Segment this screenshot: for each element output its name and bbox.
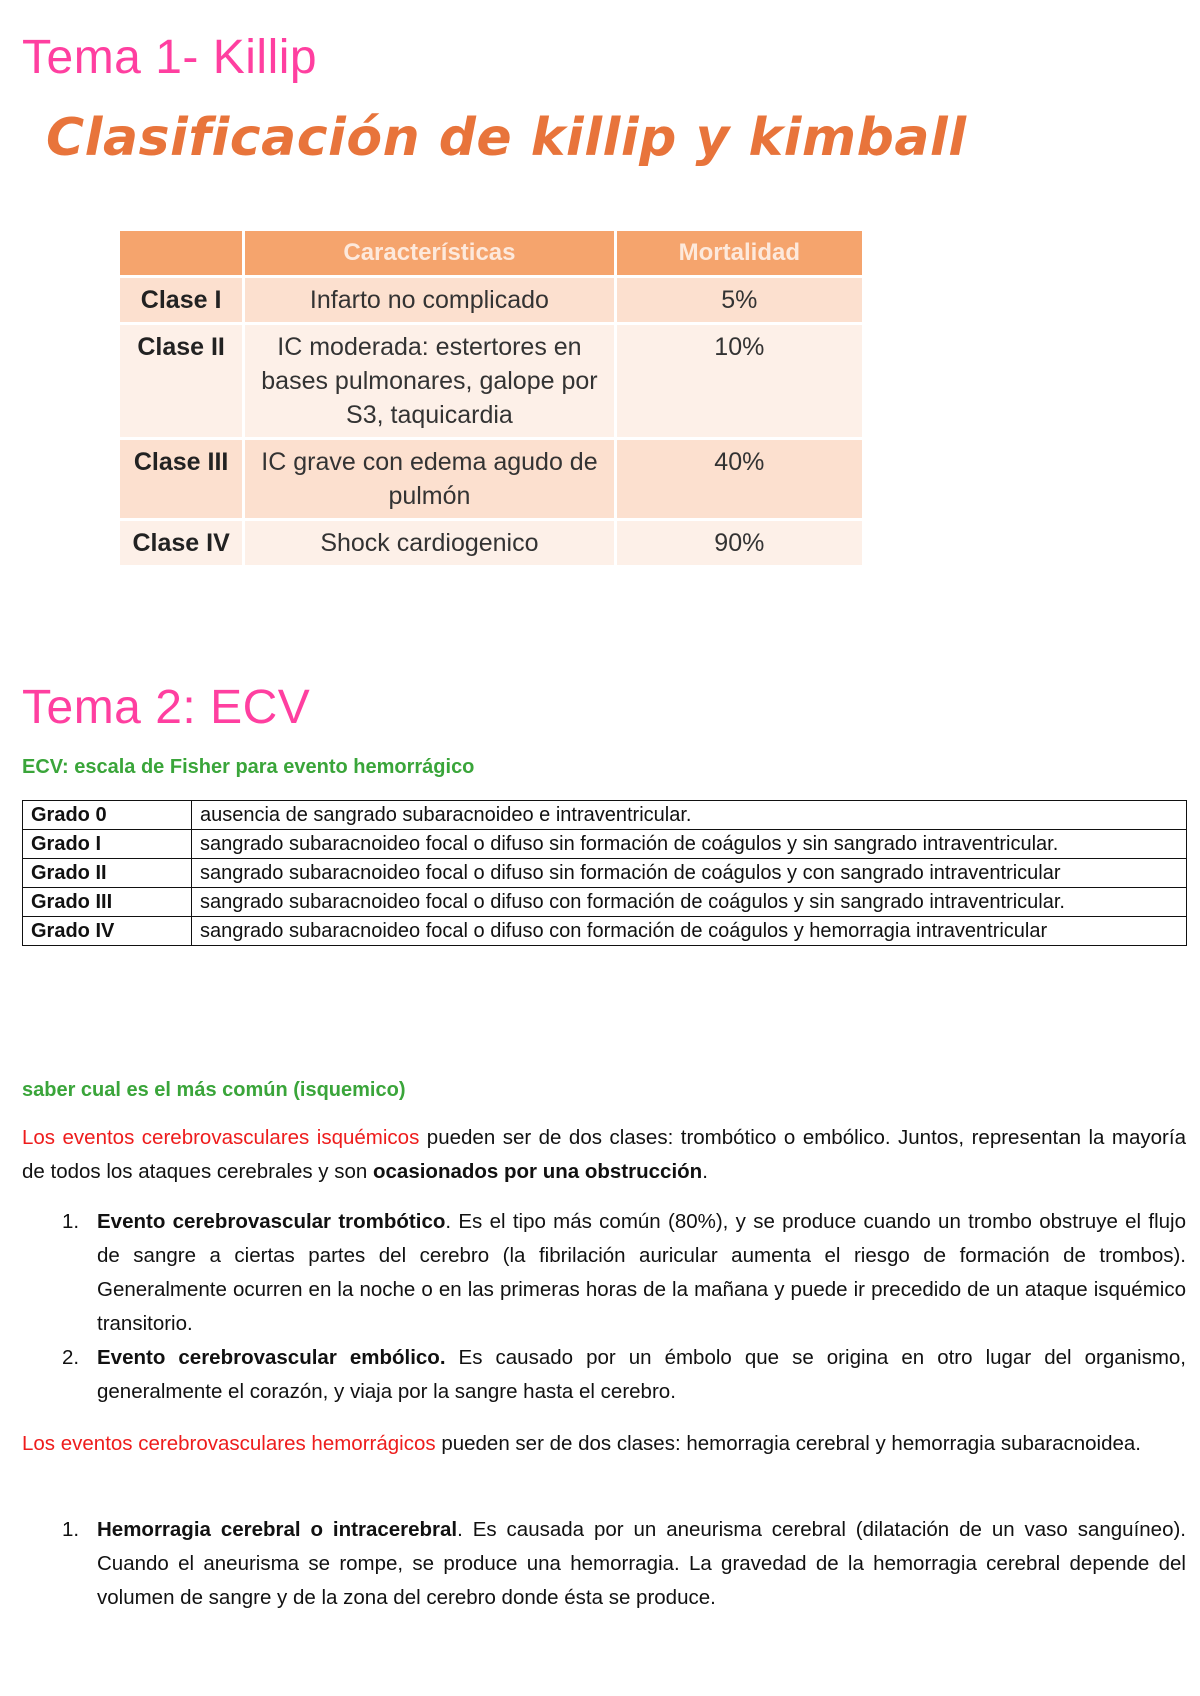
- table-row: [119, 520, 864, 567]
- isquemicos-paragraph: [22, 1121, 1186, 1189]
- list-item: [22, 1341, 1186, 1409]
- fisher-desc: sangrado subaracnoideo focal o difuso sin formación de coágulos y sin sangrado intraventricular.: [192, 830, 1187, 859]
- killip-header-mortalidad: Mortalidad: [615, 230, 863, 277]
- isquemicos-text-a: pueden ser de dos clases: trombótico o embólico. Juntos, representan la mayoría de todos los ataques cerebrales y son: [22, 1126, 1186, 1183]
- hemorragicos-lead: Los eventos cerebrovasculares hemorrágicos: [22, 1432, 436, 1455]
- killip-clase: Clase IV: [119, 520, 244, 567]
- fisher-grado: Grado IV: [23, 917, 192, 946]
- table-row: [23, 859, 1187, 888]
- fisher-grado: Grado I: [23, 830, 192, 859]
- killip-image-title: Clasificación de killip y kimball: [46, 108, 967, 168]
- table-row: [23, 801, 1187, 830]
- isquemicos-text-b: .: [702, 1160, 708, 1183]
- isquemicos-lead: Los eventos cerebrovasculares isquémicos: [22, 1126, 420, 1149]
- killip-clase: Clase II: [119, 324, 244, 439]
- list-number: 2.: [62, 1346, 80, 1369]
- killip-clase: Clase I: [119, 277, 244, 324]
- table-row: [119, 277, 864, 324]
- hemorragicos-paragraph: [22, 1427, 1186, 1461]
- killip-header-caracteristicas: Características: [244, 230, 615, 277]
- hemorragicos-list: [22, 1513, 1186, 1615]
- list-number: 1.: [62, 1518, 80, 1541]
- killip-mortalidad: 10%: [615, 324, 863, 439]
- fisher-desc: ausencia de sangrado subaracnoideo e intraventricular.: [192, 801, 1187, 830]
- list-number: 1.: [62, 1210, 80, 1233]
- list-item-text: Es causado por un émbolo que se origina en otro lugar del organismo, generalmente el corazón, y viaja por la sangre hasta el cerebro.: [97, 1346, 1186, 1403]
- list-item-title: Evento cerebrovascular embólico.: [97, 1346, 446, 1369]
- killip-caracteristicas: IC moderada: estertores en bases pulmonares, galope por S3, taquicardia: [244, 324, 615, 439]
- table-row: [23, 830, 1187, 859]
- list-item-title: Hemorragia cerebral o intracerebral: [97, 1518, 458, 1541]
- list-item-text: . Es causada por un aneurisma cerebral (dilatación de un vaso sanguíneo). Cuando el aneurisma se rompe, se produce una hemorragia. La gravedad de la hemorragia cerebral depende del volumen de sangre y de la zona del cerebro donde ésta se produce.: [97, 1518, 1186, 1609]
- study-note: saber cual es el más común (isquemico): [22, 1079, 406, 1101]
- killip-mortalidad: 40%: [615, 439, 863, 520]
- killip-clase: Clase III: [119, 439, 244, 520]
- killip-table: [117, 228, 865, 568]
- fisher-desc: sangrado subaracnoideo focal o difuso sin formación de coágulos y con sangrado intraventricular: [192, 859, 1187, 888]
- killip-mortalidad: 90%: [615, 520, 863, 567]
- isquemicos-list: [22, 1205, 1186, 1409]
- fisher-grado: Grado II: [23, 859, 192, 888]
- fisher-desc: sangrado subaracnoideo focal o difuso con formación de coágulos y hemorragia intraventricular: [192, 917, 1187, 946]
- table-row: [119, 439, 864, 520]
- hemorragicos-text: pueden ser de dos clases: hemorragia cerebral y hemorragia subaracnoidea.: [435, 1432, 1142, 1455]
- tema1-heading: Tema 1- Killip: [22, 31, 318, 84]
- list-item: [22, 1205, 1186, 1341]
- tema2-heading: Tema 2: ECV: [22, 681, 311, 734]
- isquemicos-bold: ocasionados por una obstrucción: [373, 1160, 703, 1183]
- table-row: [23, 888, 1187, 917]
- killip-caracteristicas: Infarto no complicado: [244, 277, 615, 324]
- fisher-grado: Grado III: [23, 888, 192, 917]
- killip-header-row: [119, 230, 864, 277]
- list-item-text: . Es el tipo más común (80%), y se produce cuando un trombo obstruye el flujo de sangre a ciertas partes del cerebro (la fibrilación auricular aumenta el riesgo de formación de trombos). Generalmente ocurren en la noche o en las primeras horas de la mañana y puede ir precedido de un ataque isquémico transitorio.: [97, 1210, 1186, 1335]
- fisher-desc: sangrado subaracnoideo focal o difuso con formación de coágulos y sin sangrado intraventricular.: [192, 888, 1187, 917]
- killip-caracteristicas: Shock cardiogenico: [244, 520, 615, 567]
- table-row: [23, 917, 1187, 946]
- fisher-title: ECV: escala de Fisher para evento hemorrágico: [22, 756, 475, 778]
- list-item: [22, 1513, 1186, 1615]
- table-row: [119, 324, 864, 439]
- killip-caracteristicas: IC grave con edema agudo de pulmón: [244, 439, 615, 520]
- list-item-title: Evento cerebrovascular trombótico: [97, 1210, 446, 1233]
- fisher-grado: Grado 0: [23, 801, 192, 830]
- fisher-table: [22, 800, 1187, 946]
- killip-header-empty: [119, 230, 244, 277]
- killip-mortalidad: 5%: [615, 277, 863, 324]
